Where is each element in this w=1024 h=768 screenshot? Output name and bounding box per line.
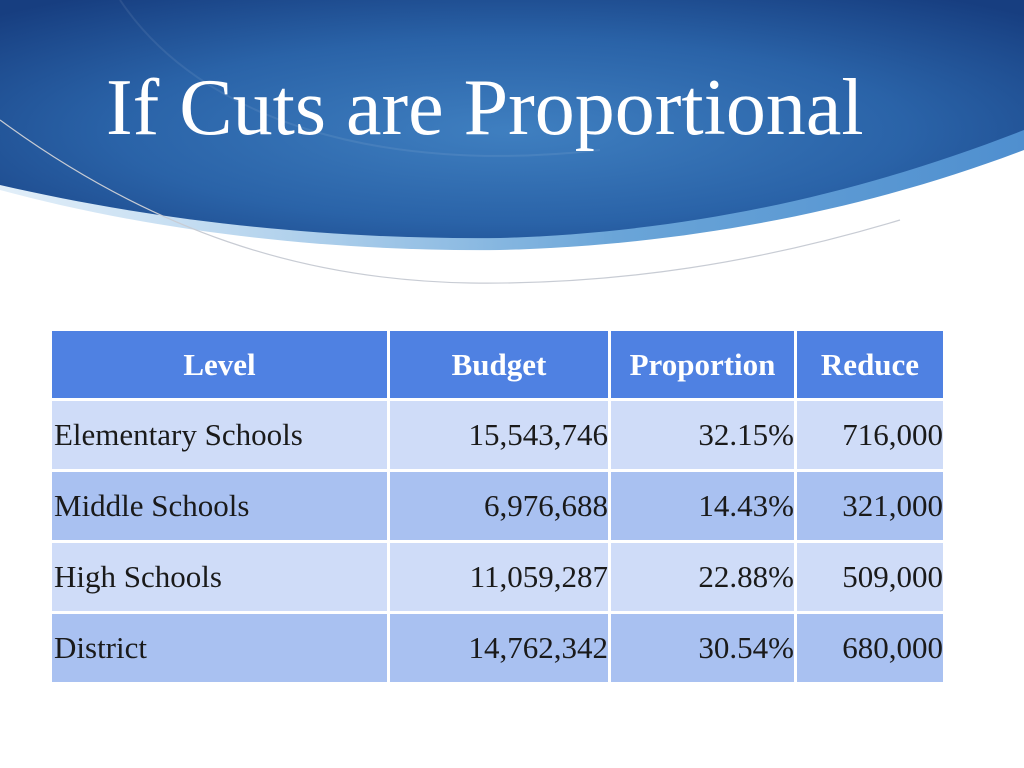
table-row <box>52 401 943 469</box>
cell-budget: 15,543,746 <box>390 401 608 469</box>
cell-reduce: 509,000 <box>797 543 943 611</box>
table-row <box>52 614 943 682</box>
cell-budget: 6,976,688 <box>390 472 608 540</box>
budget-table <box>49 328 946 685</box>
page-title: If Cuts are Proportional <box>106 64 864 152</box>
table-row <box>52 472 943 540</box>
cell-reduce: 321,000 <box>797 472 943 540</box>
cell-budget: 14,762,342 <box>390 614 608 682</box>
cell-proportion: 32.15% <box>611 401 794 469</box>
cell-reduce: 716,000 <box>797 401 943 469</box>
column-header-budget: Budget <box>390 331 608 398</box>
cell-proportion: 22.88% <box>611 543 794 611</box>
cell-proportion: 30.54% <box>611 614 794 682</box>
cell-proportion: 14.43% <box>611 472 794 540</box>
cell-level: Elementary Schools <box>52 401 387 469</box>
cell-level: High Schools <box>52 543 387 611</box>
column-header-reduce: Reduce <box>797 331 943 398</box>
column-header-proportion: Proportion <box>611 331 794 398</box>
table-header-row <box>52 331 943 398</box>
cell-level: District <box>52 614 387 682</box>
cell-budget: 11,059,287 <box>390 543 608 611</box>
table-row <box>52 543 943 611</box>
cell-level: Middle Schools <box>52 472 387 540</box>
column-header-level: Level <box>52 331 387 398</box>
budget-table-container <box>52 331 943 682</box>
cell-reduce: 680,000 <box>797 614 943 682</box>
